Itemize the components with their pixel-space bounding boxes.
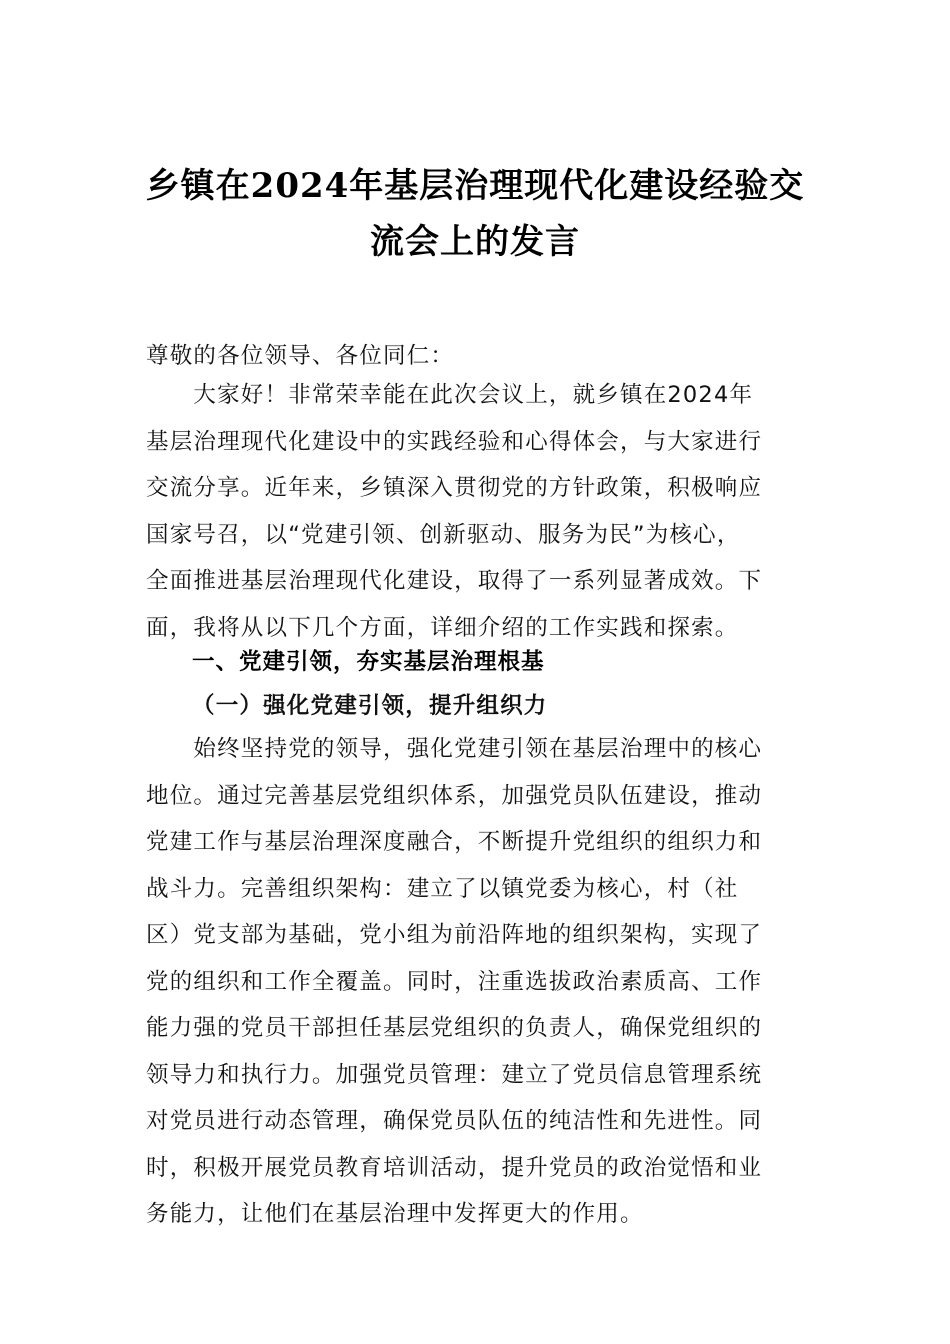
paragraph-line: 领导力和执行力。加强党员管理：建立了党员信息管理系统	[146, 1061, 763, 1088]
paragraph-line: 大家好！非常荣幸能在此次会议上，就乡镇在2024年	[146, 382, 754, 408]
paragraph-line: 战斗力。完善组织架构：建立了以镇党委为核心，村（社	[146, 875, 739, 902]
title-line: 乡镇在2024年基层治理现代化建设经验交	[145, 166, 805, 206]
paragraph-line: 务能力，让他们在基层治理中发挥更大的作用。	[146, 1201, 644, 1227]
paragraph-line: 国家号召，以“党建引领、创新驱动、服务为民”为核心，	[146, 521, 741, 548]
paragraph-line: 全面推进基层治理现代化建设，取得了一系列显著成效。下	[146, 568, 763, 594]
section-heading: 一、党建引领，夯实基层治理根基	[192, 649, 545, 675]
paragraph-line: 对党员进行动态管理，确保党员队伍的纯洁性和先进性。同	[146, 1108, 763, 1134]
paragraph-line: 交流分享。近年来，乡镇深入贯彻党的方针政策，积极响应	[146, 475, 763, 501]
paragraph-line: 基层治理现代化建设中的实践经验和心得体会，与大家进行	[146, 428, 763, 455]
paragraph-line: 党建工作与基层治理深度融合，不断提升党组织的组织力和	[146, 829, 763, 855]
paragraph-line: 党的组织和工作全覆盖。同时，注重选拔政治素质高、工作	[146, 968, 763, 995]
paragraph-line: 区）党支部为基础，党小组为前沿阵地的组织架构，实现了	[146, 922, 763, 948]
title-line: 流会上的发言	[370, 222, 580, 262]
subsection-heading: （一）强化党建引领，提升组织力	[192, 693, 548, 719]
paragraph-line: 能力强的党员干部担任基层党组织的负责人，确保党组织的	[146, 1015, 763, 1041]
salutation-text: 尊敬的各位领导、各位同仁：	[146, 343, 455, 369]
paragraph-line: 面，我将从以下几个方面，详细介绍的工作实践和探索。	[146, 614, 739, 641]
paragraph-line: 时，积极开展党员教育培训活动，提升党员的政治觉悟和业	[146, 1154, 763, 1181]
paragraph-line: 地位。通过完善基层党组织体系，加强党员队伍建设，推动	[146, 782, 763, 809]
document-title	[130, 158, 820, 270]
paragraph-line: 始终坚持党的领导，强化党建引领在基层治理中的核心	[146, 736, 763, 762]
intro-paragraph	[146, 372, 810, 651]
section-paragraph	[146, 726, 810, 1238]
